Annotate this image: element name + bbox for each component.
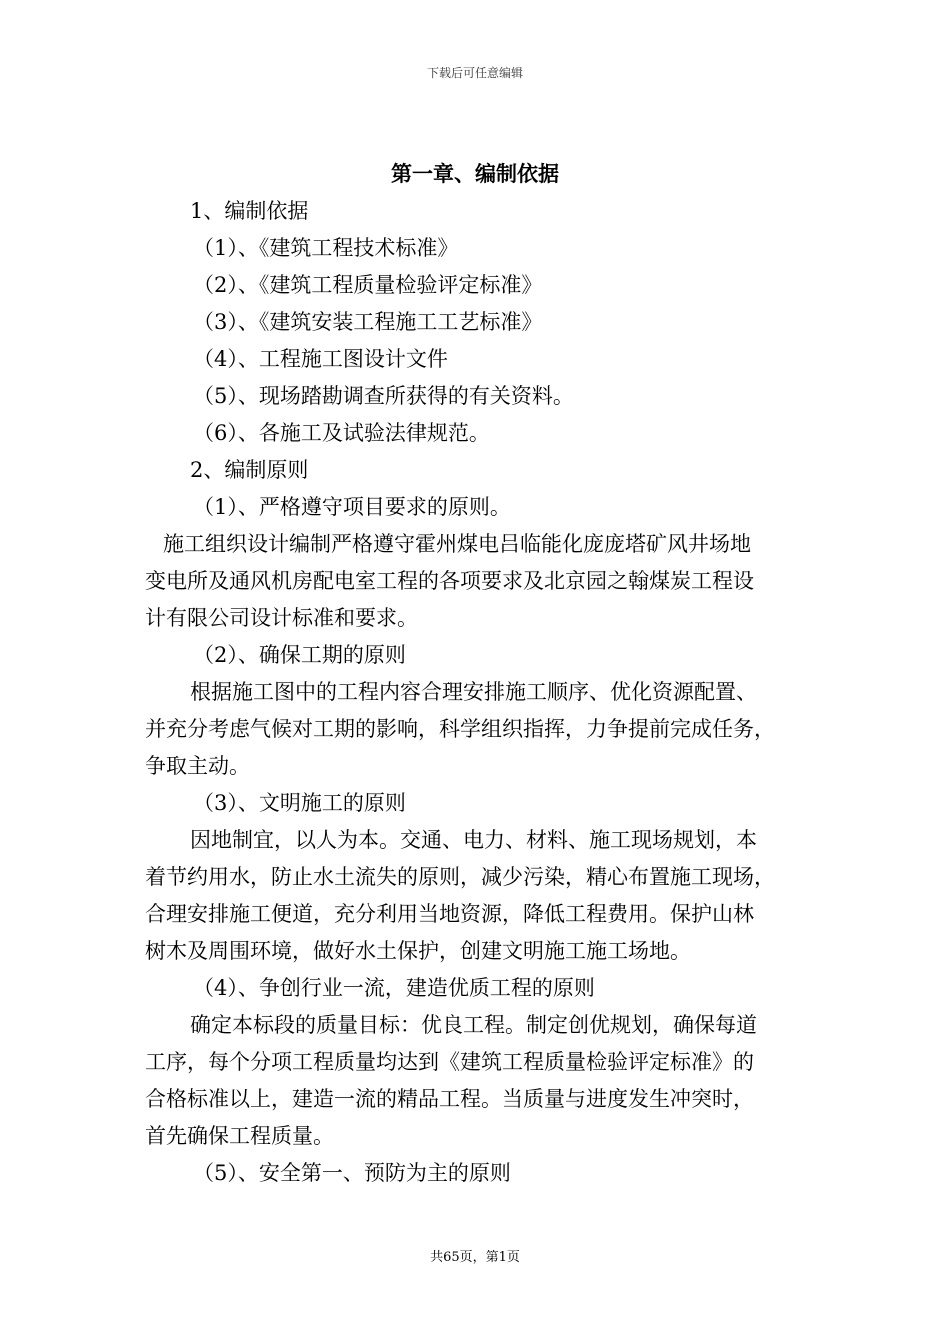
- page-header: 下载后可任意编辑: [426, 66, 523, 80]
- principle-heading: （1）、严格遵守项目要求的原则。: [193, 495, 511, 519]
- list-item: （5）、现场踏勘调查所获得的有关资料。: [193, 384, 574, 408]
- paragraph-line: 因地制宜，以人为本。交通、电力、材料、施工现场规划，本: [190, 828, 757, 852]
- principle-heading: （5）、安全第一、预防为主的原则: [193, 1161, 511, 1185]
- paragraph-line: 计有限公司设计标准和要求。: [145, 606, 418, 630]
- list-item: （6）、各施工及试验法律规范。: [193, 421, 490, 445]
- paragraph-line: 合理安排施工便道，充分利用当地资源，降低工程费用。保护山林: [145, 902, 754, 926]
- paragraph-line: 争取主动。: [145, 754, 250, 778]
- paragraph-line: 变电所及通风机房配电室工程的各项要求及北京园之翰煤炭工程设: [145, 569, 754, 593]
- principle-heading: （3）、文明施工的原则: [193, 791, 406, 815]
- paragraph-line: 施工组织设计编制严格遵守霍州煤电吕临能化庞庞塔矿风井场地: [163, 532, 751, 556]
- paragraph-line: 树木及周围环境，做好水土保护，创建文明施工施工场地。: [145, 939, 691, 963]
- section-heading: 1、编制依据: [190, 199, 309, 223]
- paragraph-line: 并充分考虑气候对工期的影响，科学组织指挥，力争提前完成任务，: [145, 717, 775, 741]
- section-heading: 2、编制原则: [190, 458, 309, 482]
- chapter-title: 第一章、编制依据: [391, 161, 559, 186]
- paragraph-line: 首先确保工程质量。: [145, 1124, 334, 1148]
- paragraph-line: 确定本标段的质量目标：优良工程。制定创优规划，确保每道: [190, 1013, 757, 1037]
- principle-heading: （2）、确保工期的原则: [193, 643, 406, 667]
- paragraph-line: 根据施工图中的工程内容合理安排施工顺序、优化资源配置、: [190, 680, 757, 704]
- list-item: （1）、《建筑工程技术标准》: [193, 236, 459, 260]
- principle-heading: （4）、争创行业一流，建造优质工程的原则: [193, 976, 595, 1000]
- list-item: （2）、《建筑工程质量检验评定标准》: [193, 273, 543, 297]
- page-footer: 共65页，第1页: [430, 1250, 520, 1265]
- list-item: （4）、工程施工图设计文件: [193, 347, 448, 371]
- paragraph-line: 着节约用水，防止水土流失的原则，减少污染，精心布置施工现场，: [145, 865, 775, 889]
- paragraph-line: 工序，每个分项工程质量均达到《建筑工程质量检验评定标准》的: [145, 1050, 754, 1074]
- list-item: （3）、《建筑安装工程施工工艺标准》: [193, 310, 543, 334]
- paragraph-line: 合格标准以上，建造一流的精品工程。当质量与进度发生冲突时，: [145, 1087, 754, 1111]
